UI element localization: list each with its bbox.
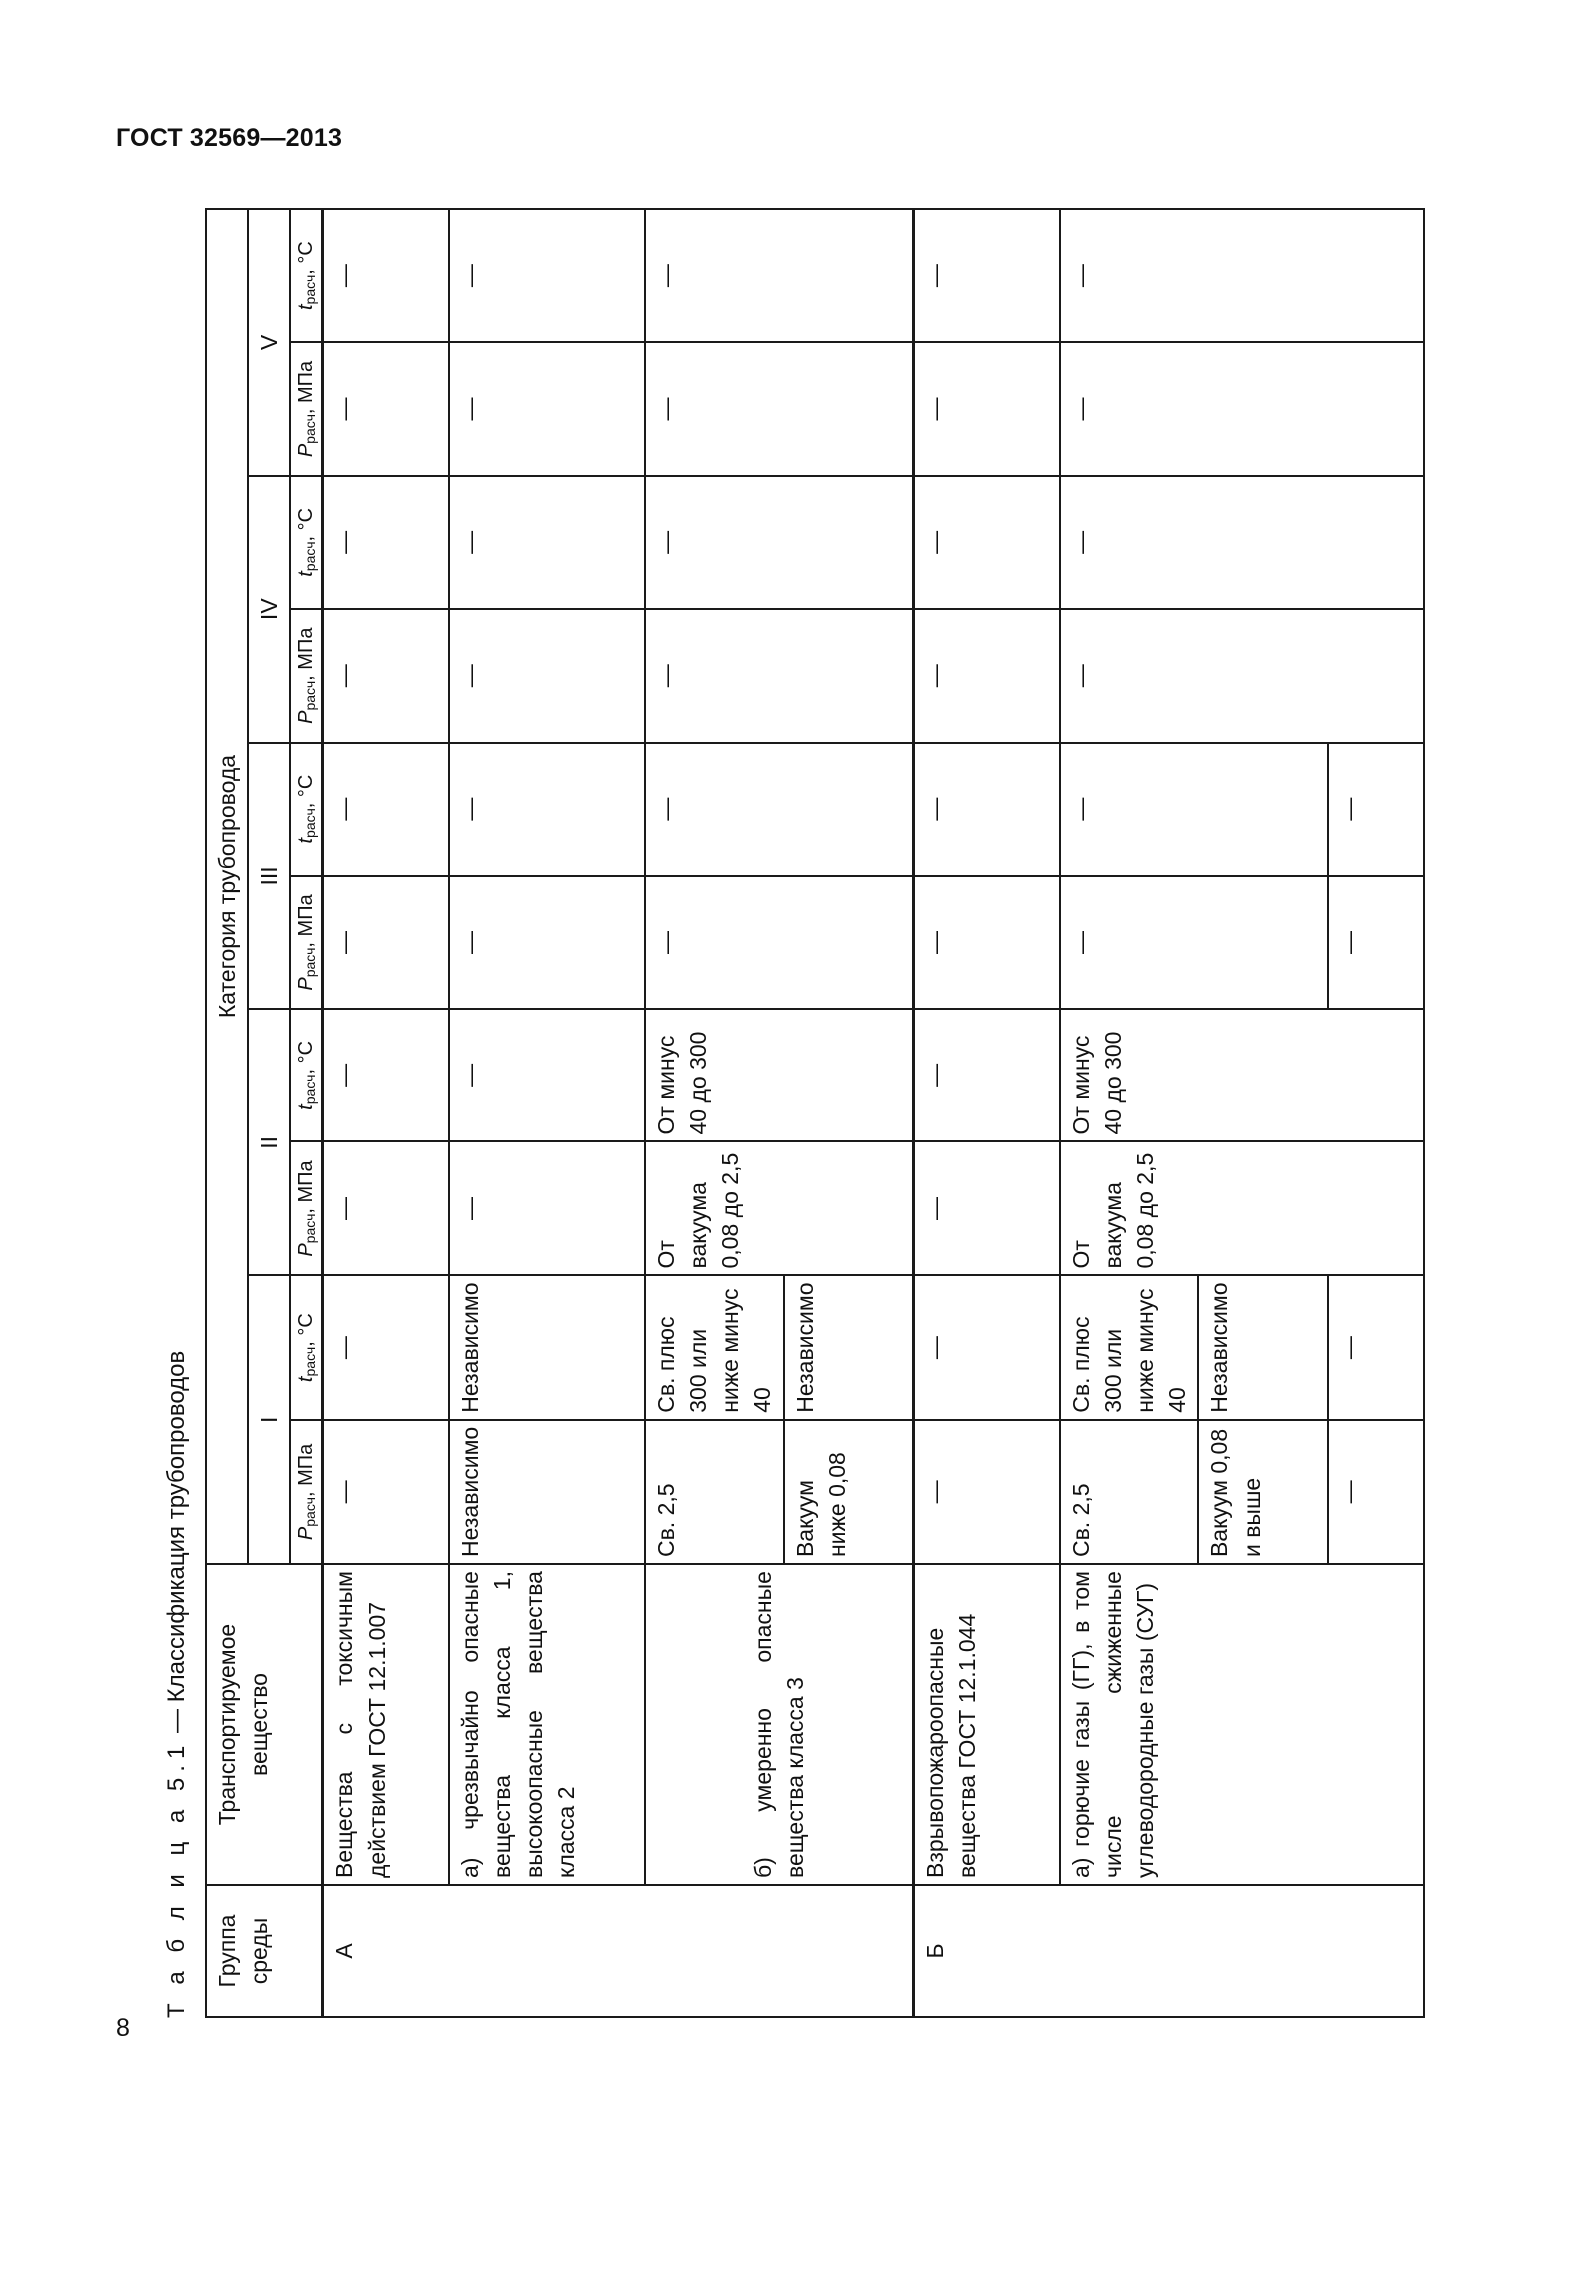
- header-substance: Транспортируемое вещество: [206, 1564, 323, 1885]
- dash-cell: —: [914, 209, 1060, 342]
- dash-cell: —: [1328, 1420, 1424, 1564]
- dash-cell: —: [1060, 609, 1425, 743]
- dash-cell: —: [449, 342, 645, 476]
- value-cell: Независимо: [449, 1276, 645, 1420]
- dash-cell: —: [1060, 876, 1329, 1010]
- value-cell: От минус 40 до 300: [645, 1009, 914, 1141]
- header-category-4: IV: [248, 476, 290, 743]
- dash-cell: —: [914, 743, 1060, 876]
- table-caption-prefix: Т а б л и ц а 5.1: [163, 1739, 190, 2018]
- header-pressure: Pрасч, МПа: [290, 876, 323, 1010]
- value-cell: От вакуума 0,08 до 2,5: [1060, 1141, 1425, 1275]
- page-number: 8: [116, 2014, 130, 2042]
- value-cell: Св. 2,5: [645, 1420, 784, 1564]
- dash-cell: —: [645, 609, 914, 743]
- dash-cell: —: [1328, 876, 1424, 1010]
- header-temperature: tрасч, °С: [290, 209, 323, 342]
- dash-cell: —: [645, 342, 914, 476]
- dash-cell: —: [1060, 743, 1329, 876]
- value-cell: Независимо: [784, 1276, 914, 1420]
- dash-cell: —: [1328, 743, 1424, 876]
- dash-cell: —: [1060, 476, 1425, 609]
- dash-cell: —: [914, 476, 1060, 609]
- dash-cell: —: [914, 1141, 1060, 1275]
- dash-cell: —: [323, 209, 449, 342]
- dash-cell: —: [1060, 342, 1425, 476]
- dash-cell: —: [323, 1276, 449, 1420]
- rotated-table-area: [163, 208, 1452, 2018]
- dash-cell: —: [645, 743, 914, 876]
- header-pressure: Pрасч, МПа: [290, 342, 323, 476]
- substance-cell: Взрывопожароопасные вещества ГОСТ 12.1.044: [914, 1564, 1060, 1885]
- value-cell: От минус 40 до 300: [1060, 1009, 1425, 1141]
- substance-cell: а) чрезвычайно опасные вещества класса 1, высокоопасные вещества класса 2: [449, 1564, 645, 1885]
- dash-cell: —: [323, 476, 449, 609]
- group-cell-a: А: [323, 1885, 914, 2017]
- classification-table: [205, 208, 1425, 2018]
- substance-cell: а) горючие газы (ГГ), в том числе сжиженные углеводородные газы (СУГ): [1060, 1564, 1425, 1885]
- document-code-header: ГОСТ 32569—2013: [116, 124, 343, 152]
- dash-cell: —: [323, 743, 449, 876]
- header-pressure: Pрасч, МПа: [290, 609, 323, 743]
- dash-cell: —: [914, 1420, 1060, 1564]
- value-cell: Вакуум ниже 0,08: [784, 1420, 914, 1564]
- value-cell: Независимо: [449, 1420, 645, 1564]
- header-temperature: tрасч, °С: [290, 743, 323, 876]
- value-cell: Св. плюс 300 или ниже минус 40: [1060, 1276, 1199, 1420]
- group-cell-b: Б: [914, 1885, 1425, 2017]
- dash-cell: —: [449, 209, 645, 342]
- dash-cell: —: [914, 342, 1060, 476]
- table-row-a-class12: [449, 209, 645, 2017]
- dash-cell: —: [449, 1009, 645, 1141]
- header-temperature: tрасч, °С: [290, 476, 323, 609]
- header-category-5: V: [248, 209, 290, 476]
- value-cell: От вакуума 0,08 до 2,5: [645, 1141, 914, 1275]
- dash-cell: —: [449, 876, 645, 1010]
- header-category-2: II: [248, 1009, 290, 1275]
- dash-cell: —: [645, 476, 914, 609]
- header-pressure: Pрасч, МПа: [290, 1141, 323, 1275]
- header-category-1: I: [248, 1276, 290, 1565]
- value-cell: Св. 2,5: [1060, 1420, 1199, 1564]
- header-group: Группа среды: [206, 1885, 323, 2017]
- dash-cell: —: [323, 609, 449, 743]
- dash-cell: —: [449, 743, 645, 876]
- value-cell: Св. плюс 300 или ниже минус 40: [645, 1276, 784, 1420]
- substance-cell: Вещества с токсичным действием ГОСТ 12.1.007: [323, 1564, 449, 1885]
- dash-cell: —: [323, 1009, 449, 1141]
- table-row-gases-1: [1060, 209, 1199, 2017]
- dash-cell: —: [449, 609, 645, 743]
- dash-cell: —: [1060, 209, 1425, 342]
- table-caption: [163, 1351, 191, 2018]
- table-caption-text: — Классификация трубопроводов: [163, 1350, 190, 1740]
- table-row-explosive: [914, 209, 1060, 2017]
- dash-cell: —: [323, 876, 449, 1010]
- dash-cell: —: [914, 876, 1060, 1010]
- value-cell: Независимо: [1198, 1276, 1328, 1420]
- dash-cell: —: [914, 1009, 1060, 1141]
- header-temperature: tрасч, °С: [290, 1009, 323, 1141]
- dash-cell: —: [645, 209, 914, 342]
- substance-cell: б) умеренно опасные вещества класса 3: [645, 1564, 914, 1885]
- dash-cell: —: [449, 1141, 645, 1275]
- value-cell: Вакуум 0,08 и выше: [1198, 1420, 1328, 1564]
- header-temperature: tрасч, °С: [290, 1276, 323, 1420]
- dash-cell: —: [323, 342, 449, 476]
- dash-cell: —: [914, 609, 1060, 743]
- header-category: Категория трубопровода: [206, 209, 248, 1564]
- header-pressure: Pрасч, МПа: [290, 1420, 323, 1564]
- dash-cell: —: [323, 1420, 449, 1564]
- dash-cell: —: [1328, 1276, 1424, 1420]
- dash-cell: —: [449, 476, 645, 609]
- dash-cell: —: [914, 1276, 1060, 1420]
- table-row-b-class3-1: [645, 209, 784, 2017]
- header-row-1: [206, 209, 248, 2017]
- dash-cell: —: [323, 1141, 449, 1275]
- table-row-a-toxic: [323, 209, 449, 2017]
- dash-cell: —: [645, 876, 914, 1010]
- header-category-3: III: [248, 743, 290, 1010]
